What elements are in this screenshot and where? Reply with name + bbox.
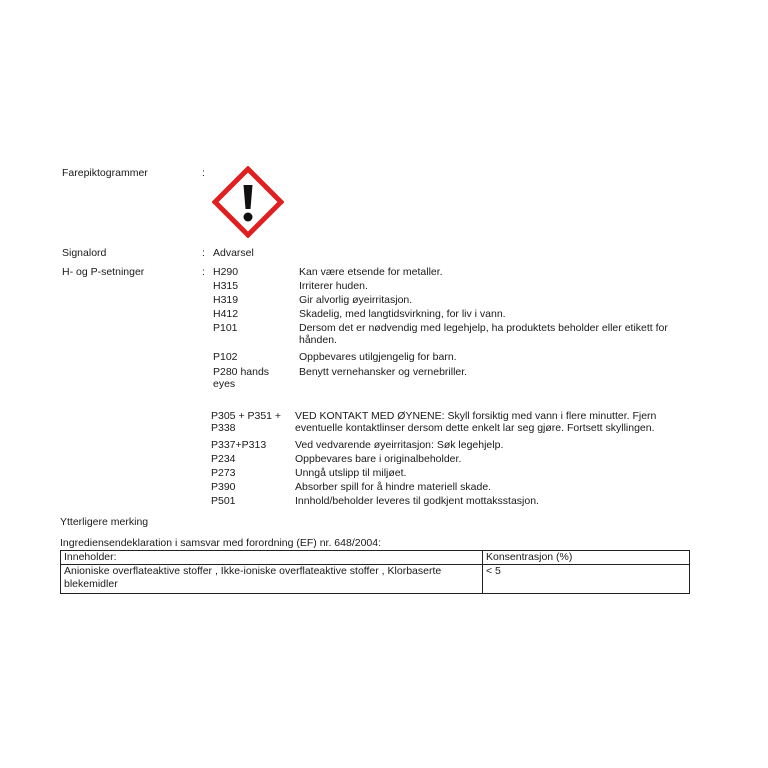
ingredients-declaration-title: Ingrediensendeklaration i samsvar med forordning (EF) nr. 648/2004: [60, 537, 382, 549]
table-row [61, 565, 690, 594]
signal-word-label: Signalord [62, 247, 107, 259]
column-header-contains: Inneholder: [61, 551, 483, 565]
signal-word-value: Advarsel [213, 247, 254, 259]
ingredient-concentration-cell: < 5 [483, 565, 690, 594]
ingredient-substances-cell: Anioniske overflateaktive stoffer , Ikke-ioniske overflateaktive stoffer , Klorbaserte blekemidler [61, 565, 483, 594]
ingredients-table [60, 550, 690, 594]
hp-statements-colon: : [202, 266, 205, 278]
signal-word-colon: : [202, 247, 205, 259]
table-header-row [61, 551, 690, 565]
column-header-concentration: Konsentrasjon (%) [483, 551, 690, 565]
exclamation-mark-diamond-icon [212, 166, 284, 238]
additional-labelling-heading: Ytterligere merking [60, 516, 149, 528]
pictograms-colon: : [202, 167, 205, 179]
pictograms-label: Farepiktogrammer [62, 167, 148, 179]
hp-statements-label: H- og P-setninger [62, 266, 145, 278]
